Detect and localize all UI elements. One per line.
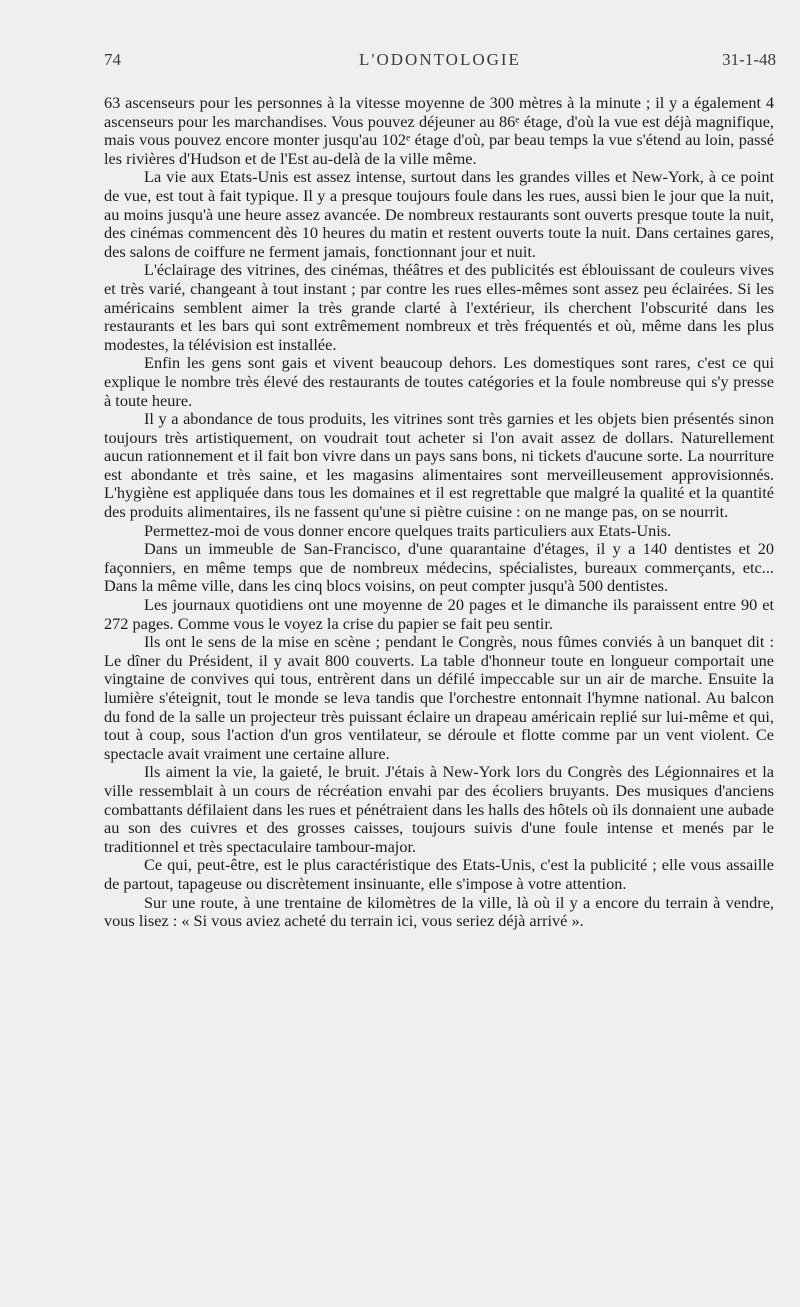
paragraph-6: Permettez-moi de vous donner encore quelques traits particuliers aux Etats-Unis. [144, 520, 672, 540]
paragraph-1: 63 ascenseurs pour les personnes à la vitesse moyenne de 300 mètres à la minute ; il y a également 4 ascenseurs pour les marchandises. Vous pouvez déjeuner au 86ᵉ étage, d'où la vue est déjà magnifique, mais vous pouvez encore monter jusqu'au 102ᵉ étage d'où, par beau temps la vue s'étend au loin, passé les rivières d'Hudson et de l'Est au-delà de la ville même. [104, 93, 774, 168]
journal-title: L'ODONTOLOGIE [359, 50, 521, 69]
paragraph-2: La vie aux Etats-Unis est assez intense, surtout dans les grandes villes et New-York, à ce point de vue, est tout à fait typique. Il y a presque toujours foule dans les rues, aussi bien le jour que la nuit, au moins jusqu'à une heure assez avancée. De nombreux restaurants sont ouverts presque toute la nuit, des cinémas commencent dès 10 heures du matin et restent ouverts toute la nuit. Dans certaines gares, des salons de coiffure ne ferment jamais, fonctionnant jour et nuit. [104, 167, 774, 261]
paragraph-12: Sur une route, à une trentaine de kilomètres de la ville, là où il y a encore du terrain à vendre, vous lisez : « Si vous aviez acheté du terrain ici, vous seriez déjà arrivé ». [104, 892, 774, 931]
paragraph-5: Il y a abondance de tous produits, les vitrines sont très garnies et les objets bien présentés sinon toujours très artistiquement, on voudrait tout acheter si l'on avait assez de dollars. Naturellement aucun rationnement et il fait bon vivre dans un pays sans bons, ni tickets d'aucune sorte. La nourriture est abondante et très saine, et les magasins alimentaires sont merveilleusement approvisionnés. L'hygiène est appliquée dans tous les domaines et il est regrettable que malgré la qualité et la quantité des produits alimentaires, ils ne fassent qu'une si piètre cuisine : on ne mange pas, on se nourrit. [104, 409, 774, 522]
article-body [104, 94, 774, 931]
paragraph-9: Ils ont le sens de la mise en scène ; pendant le Congrès, nous fûmes conviés à un banquet dit : Le dîner du Président, il y avait 800 couverts. La table d'honneur toute en longueur comportait une vingtaine de convives qui tous, entrèrent dans un défilé impeccable sur un air de marche. Ensuite la lumière s'éteignit, tout le monde se leva tandis que l'orchestre entonnait l'hymne national. Au balcon du fond de la salle un projecteur très puissant éclaire un drapeau américain replié sur lui-même et qui, tout à coup, sous l'action d'un gros ventilateur, se déroule et flotte comme par un vent violent. Ce spectacle avait vraiment une certaine allure. [104, 632, 774, 763]
paragraph-4: Enfin les gens sont gais et vivent beaucoup dehors. Les domestiques sont rares, c'est ce qui explique le nombre très élevé des restaurants de toutes catégories et la foule nombreuse qui s'y presse à toute heure. [104, 353, 774, 410]
paragraph-10: Ils aiment la vie, la gaieté, le bruit. J'étais à New-York lors du Congrès des Légionnaires et la ville ressemblait à un cours de récréation envahi par des écoliers bruyants. Des musiques d'anciens combattants défilaient dans les rues et pénétraient dans les halls des hôtels où ils donnaient une aubade au son des cuivres et des grosses caisses, toujours suivis d'une foule intense et menés par le traditionnel et très spectaculaire tambour-major. [104, 762, 774, 856]
paragraph-3: L'éclairage des vitrines, des cinémas, théâtres et des publicités est éblouissant de couleurs vives et très varié, changeant à tout instant ; par contre les rues elles-mêmes sont assez peu éclairées. Si les américains semblent aimer la très grande clarté à l'extérieur, ils cherchent l'obscurité dans les restaurants et les bars qui sont extrêmement nombreux et très fréquentés et où, même dans les plus modestes, la télévision est installée. [104, 260, 774, 354]
page-header [104, 50, 776, 74]
page-number: 74 [104, 50, 121, 69]
paragraph-7: Dans un immeuble de San-Francisco, d'une quarantaine d'étages, il y a 140 dentistes et 20 façonniers, en même temps que de nombreux médecins, spécialistes, bureaux commerçants, etc... Dans la même ville, dans les cinq blocs voisins, on peut compter jusqu'à 500 dentistes. [104, 539, 774, 596]
paragraph-11: Ce qui, peut-être, est le plus caractéristique des Etats-Unis, c'est la publicité ; elle vous assaille de partout, tapageuse ou discrètement insinuante, elle s'impose à votre attention. [104, 855, 774, 893]
paragraph-8: Les journaux quotidiens ont une moyenne de 20 pages et le dimanche ils paraissent entre 90 et 272 pages. Comme vous le voyez la crise du papier se fait peu sentir. [104, 595, 774, 633]
issue-date: 31-1-48 [722, 50, 776, 69]
